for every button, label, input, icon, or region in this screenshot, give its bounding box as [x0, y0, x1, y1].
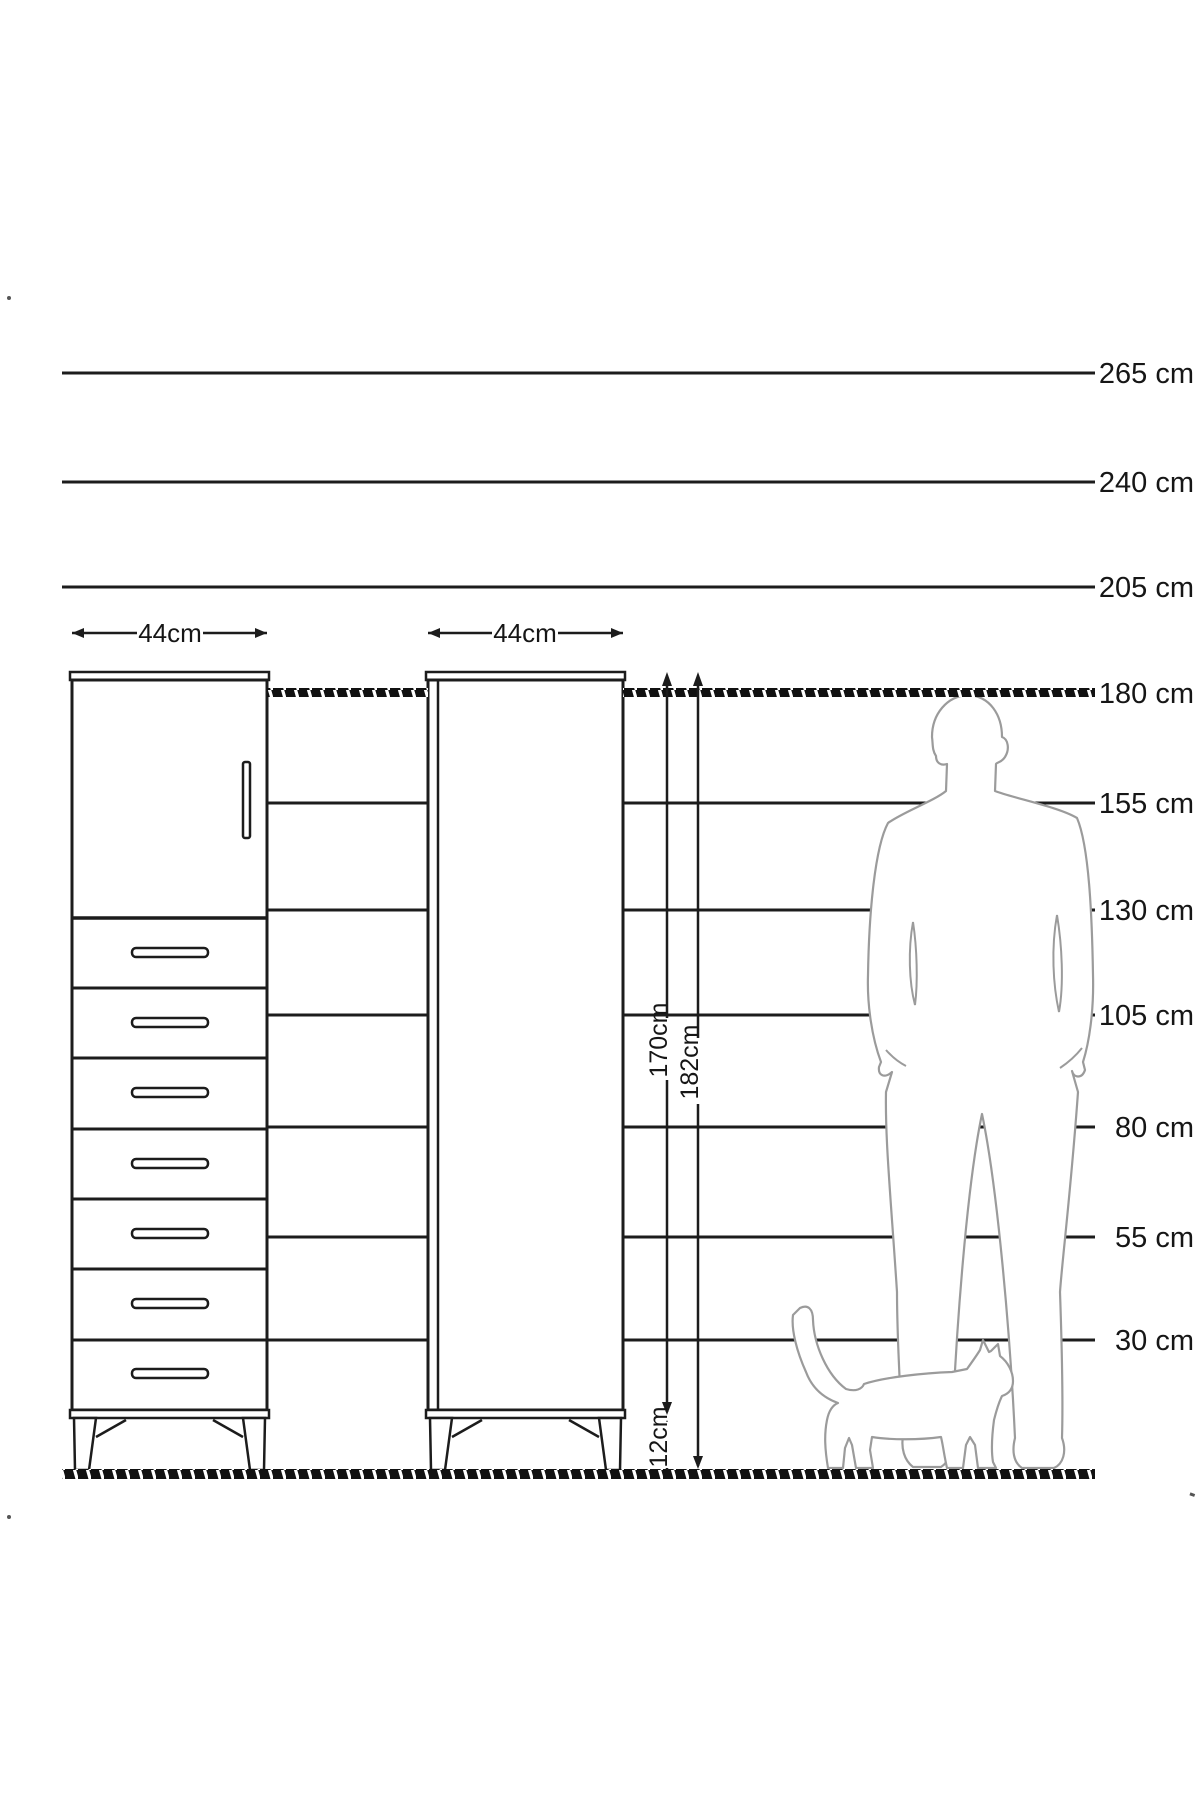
ruler-label-105: 105 cm [1098, 1000, 1194, 1032]
leg-height-label: 12cm [645, 1406, 673, 1468]
drawer-handle [132, 1159, 208, 1168]
drawer-handle [132, 1299, 208, 1308]
ruler-label-130: 130 cm [1098, 895, 1194, 927]
ruler-label-30: 30 cm [1115, 1325, 1194, 1357]
cabinet-2-body [428, 680, 623, 1410]
ruler-label-205: 205 cm [1098, 572, 1194, 604]
drawer-handle [132, 1018, 208, 1027]
ruler-label-240: 240 cm [1098, 467, 1194, 499]
drawer-handle [132, 1088, 208, 1097]
ruler-label-155: 155 cm [1098, 788, 1194, 820]
cabinet-1-door-handle [243, 762, 250, 838]
height-marker-180 [267, 688, 1095, 697]
ruler-label-80: 80 cm [1115, 1112, 1194, 1144]
cabinet-2 [426, 672, 625, 1470]
cabinet-2-bottom-board [426, 1410, 625, 1418]
cabinet-1-bottom-board [70, 1410, 269, 1418]
ruler-label-265: 265 cm [1098, 358, 1194, 390]
cabinet-1 [70, 672, 269, 1470]
floor-line [62, 1469, 1095, 1479]
drawer-handle [132, 1369, 208, 1378]
cabinet-2-width-label: 44cm [493, 618, 557, 648]
ruler-label-55: 55 cm [1115, 1222, 1194, 1254]
drawer-handle [132, 1229, 208, 1238]
ruler-label-180: 180 cm [1098, 678, 1194, 710]
drawer-handle [132, 948, 208, 957]
body-height-label: 170cm [645, 1002, 673, 1078]
hatch-band-left [267, 688, 428, 697]
cabinet-1-width-label: 44cm [138, 618, 202, 648]
hatch-band-right [623, 688, 1095, 697]
total-height-label: 182cm [676, 1024, 704, 1100]
